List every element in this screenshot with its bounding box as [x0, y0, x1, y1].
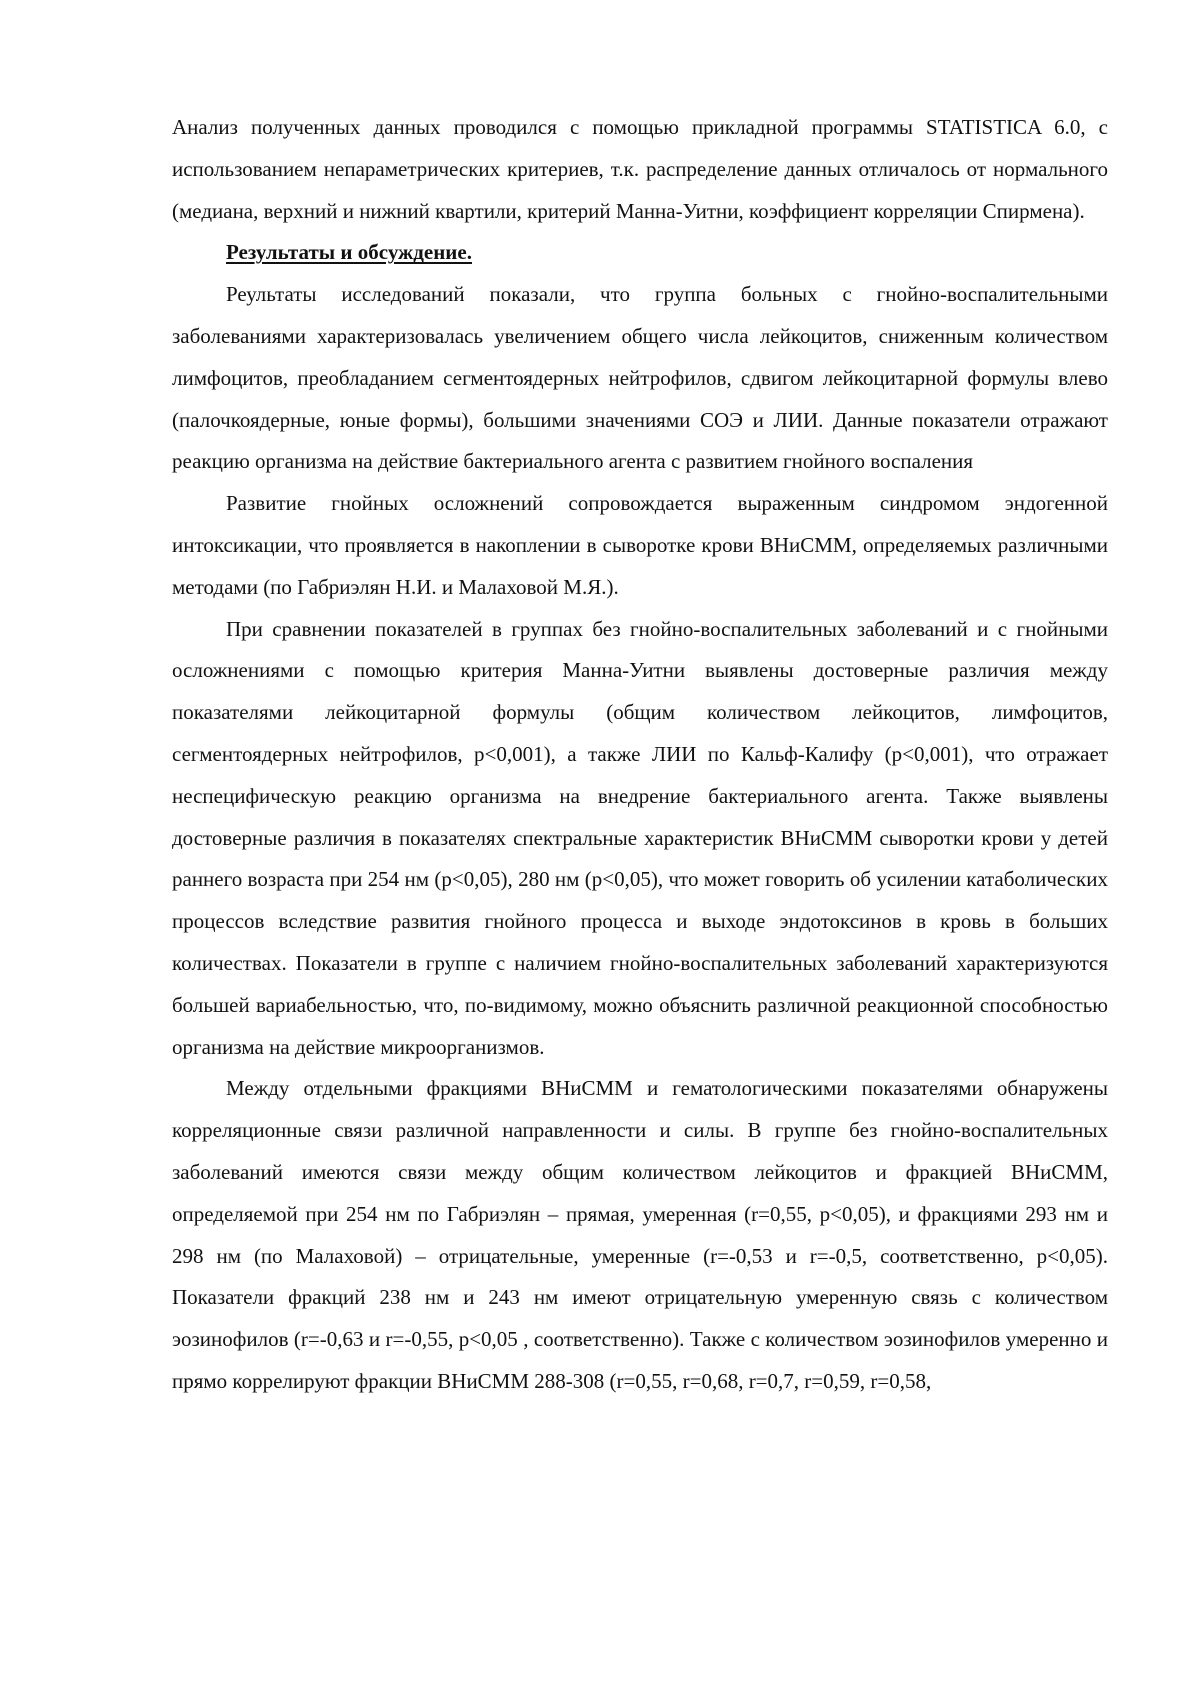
paragraph-results-2: Развитие гнойных осложнений сопровождается выраженным синдромом эндогенной интоксикации, что проявляется в накоплении в сыворотке крови ВНиСММ, определяемых различными методами (по Габриэлян Н.И. и Малаховой М.Я.).: [172, 491, 1108, 599]
paragraph-results-1: Реультаты исследований показали, что группа больных с гнойно-воспалительными заболеваниями характеризовалась увеличением общего числа лейкоцитов, сниженным количеством лимфоцитов, преобладанием сегментоядерных нейтрофилов, сдвигом лейкоцитарной формулы влево (палочкоядерные, юные формы), большими значениями СОЭ и ЛИИ. Данные показатели отражают реакцию организма на действие бактериального агента с развитием гнойного воспаления: [172, 282, 1108, 474]
section-heading-results: Результаты и обсуждение.: [226, 240, 472, 265]
paragraph-results-3: При сравнении показателей в группах без гнойно-воспалительных заболеваний и с гнойными осложнениями с помощью критерия Манна-Уитни выявлены достоверные различия между показателями лейкоцитарной формулы (общим количеством лейкоцитов, лимфоцитов, сегментоядерных нейтрофилов, p<0,001), а также ЛИИ по Кальф-Калифу (p<0,001), что отражает неспецифическую реакцию организма на внедрение бактериального агента. Также выявлены достоверные различия в показателях спектральные характеристик ВНиСММ сыворотки крови у детей раннего возраста при 254 нм (p<0,05), 280 нм (p<0,05), что может говорить об усилении катаболических процессов вследствие развития гнойного процесса и выходе эндотоксинов в кровь в больших количествах. Показатели в группе с наличием гнойно-воспалительных заболеваний характеризуются большей вариабельностью, что, по-видимому, можно объяснить различной реакционной способностью организма на действие микроорганизмов.: [172, 616, 1108, 1059]
document-body: [172, 107, 1108, 1403]
paragraph-results-4: Между отдельными фракциями ВНиСММ и гематологическими показателями обнаружены корреляционные связи различной направленности и силы. В группе без гнойно-воспалительных заболеваний имеются связи между общим количеством лейкоцитов и фракцией ВНиСММ, определяемой при 254 нм по Габриэлян – прямая, умеренная (r=0,55, p<0,05), и фракциями 293 нм и 298 нм (по Малаховой) – отрицательные, умеренные (r=-0,53 и r=-0,5, соответственно, p<0,05). Показатели фракций 238 нм и 243 нм имеют отрицательную умеренную связь с количеством эозинофилов (r=-0,63 и r=-0,55, p<0,05 , соответственно). Также с количеством эозинофилов умеренно и прямо коррелируют фракции ВНиСММ 288-308 (r=0,55, r=0,68, r=0,7, r=0,59, r=0,58,: [172, 1076, 1108, 1393]
paragraph-intro: Анализ полученных данных проводился с помощью прикладной программы STATISTICA 6.0, с использованием непараметрических критериев, т.к. распределение данных отличалось от нормального (медиана, верхний и нижний квартили, критерий Манна-Уитни, коэффициент корреляции Спирмена).: [172, 115, 1108, 223]
